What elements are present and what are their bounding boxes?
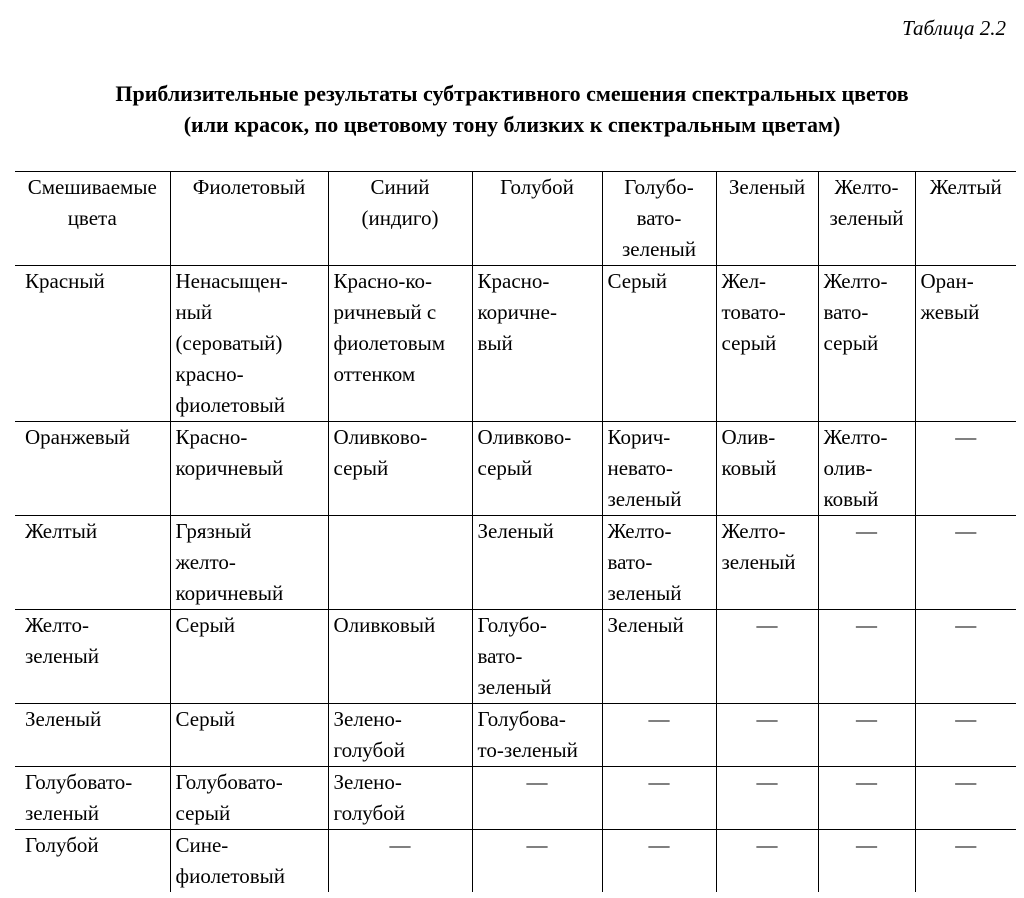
table-cell: Голубовато- серый bbox=[170, 767, 328, 830]
table-cell: Корич- невато- зеленый bbox=[602, 422, 716, 516]
table-row bbox=[15, 704, 1016, 767]
table-cell: Зелено- голубой bbox=[328, 704, 472, 767]
table-cell: — bbox=[602, 767, 716, 830]
table-cell: Оливково- серый bbox=[472, 422, 602, 516]
table-cell: — bbox=[472, 767, 602, 830]
table-cell: Желто- олив- ковый bbox=[818, 422, 915, 516]
table-cell: Красно- коричневый bbox=[170, 422, 328, 516]
row-label: Оранжевый bbox=[15, 422, 170, 516]
table-cell: — bbox=[716, 830, 818, 893]
row-label: Желтый bbox=[15, 516, 170, 610]
table-cell: Зеленый bbox=[472, 516, 602, 610]
table-cell: — bbox=[602, 830, 716, 893]
table-cell: — bbox=[328, 830, 472, 893]
table-row bbox=[15, 422, 1016, 516]
table-cell: Оран- жевый bbox=[915, 266, 1016, 422]
table-title bbox=[0, 78, 1024, 140]
table-cell: — bbox=[716, 767, 818, 830]
header-cell: Голубой bbox=[472, 172, 602, 266]
table-cell: — bbox=[818, 830, 915, 893]
header-cell: Голубо- вато- зеленый bbox=[602, 172, 716, 266]
row-label: Желто- зеленый bbox=[15, 610, 170, 704]
table-row bbox=[15, 830, 1016, 893]
table-cell: Желто- зеленый bbox=[716, 516, 818, 610]
header-cell: Фиолетовый bbox=[170, 172, 328, 266]
table-cell: — bbox=[915, 422, 1016, 516]
table-cell: — bbox=[915, 516, 1016, 610]
table-cell: Серый bbox=[170, 610, 328, 704]
table-cell: Голубо- вато- зеленый bbox=[472, 610, 602, 704]
table-cell: Голубова- то-зеленый bbox=[472, 704, 602, 767]
table-cell: — bbox=[915, 767, 1016, 830]
table-cell: — bbox=[818, 610, 915, 704]
row-label: Голубовато- зеленый bbox=[15, 767, 170, 830]
row-label: Голубой bbox=[25, 833, 99, 857]
table-row bbox=[15, 516, 1016, 610]
table-cell: — bbox=[915, 830, 1016, 893]
table-cell: — bbox=[818, 516, 915, 610]
table-cell: Желто- вато- зеленый bbox=[602, 516, 716, 610]
table-cell: Красно-ко- ричневый с фиолетовым оттенком bbox=[328, 266, 472, 422]
table-cell: — bbox=[818, 704, 915, 767]
header-cell: Смешиваемые цвета bbox=[15, 172, 170, 266]
table-row bbox=[15, 266, 1016, 422]
table-cell: Жел- товато- серый bbox=[716, 266, 818, 422]
table-cell: Оливково- серый bbox=[328, 422, 472, 516]
row-label: Красный bbox=[15, 266, 170, 422]
table-cell bbox=[328, 516, 472, 610]
table-cell: — bbox=[472, 830, 602, 893]
header-cell: Желто- зеленый bbox=[818, 172, 915, 266]
header-cell: Желтый bbox=[915, 172, 1016, 266]
table-cell: Зелено- голубой bbox=[328, 767, 472, 830]
table-cell: Серый bbox=[602, 266, 716, 422]
table-cell: Серый bbox=[170, 704, 328, 767]
table-cell: — bbox=[716, 704, 818, 767]
row-label: Зеленый bbox=[15, 704, 170, 767]
header-cell: Синий (индиго) bbox=[328, 172, 472, 266]
title-line-2: (или красок, по цветовому тону близких к спектральным цветам) bbox=[183, 112, 841, 137]
table-cell: Сине- фиолетовый bbox=[170, 830, 328, 893]
table-number: Таблица 2.2 bbox=[902, 16, 1006, 40]
table-cell: — bbox=[915, 704, 1016, 767]
table-cell: Красно- коричне- вый bbox=[472, 266, 602, 422]
title-line-1: Приблизительные результаты субтрактивного смешения спектральных цветов bbox=[115, 81, 909, 106]
table-cell: Оливковый bbox=[328, 610, 472, 704]
header-cell: Зеленый bbox=[716, 172, 818, 266]
table-cell: — bbox=[915, 610, 1016, 704]
header-row bbox=[15, 172, 1016, 266]
table-cell: Олив- ковый bbox=[716, 422, 818, 516]
table-cell: — bbox=[716, 610, 818, 704]
table-row bbox=[15, 610, 1016, 704]
table-cell: — bbox=[818, 767, 915, 830]
table-cell: — bbox=[602, 704, 716, 767]
table-cell: Желто- вато- серый bbox=[818, 266, 915, 422]
table-cell: Грязный желто- коричневый bbox=[170, 516, 328, 610]
table-cell: Ненасыщен- ный (сероватый) красно- фиолетовый bbox=[170, 266, 328, 422]
table-cell: Зеленый bbox=[602, 610, 716, 704]
color-mixing-table bbox=[15, 171, 1016, 892]
table-row bbox=[15, 767, 1016, 830]
